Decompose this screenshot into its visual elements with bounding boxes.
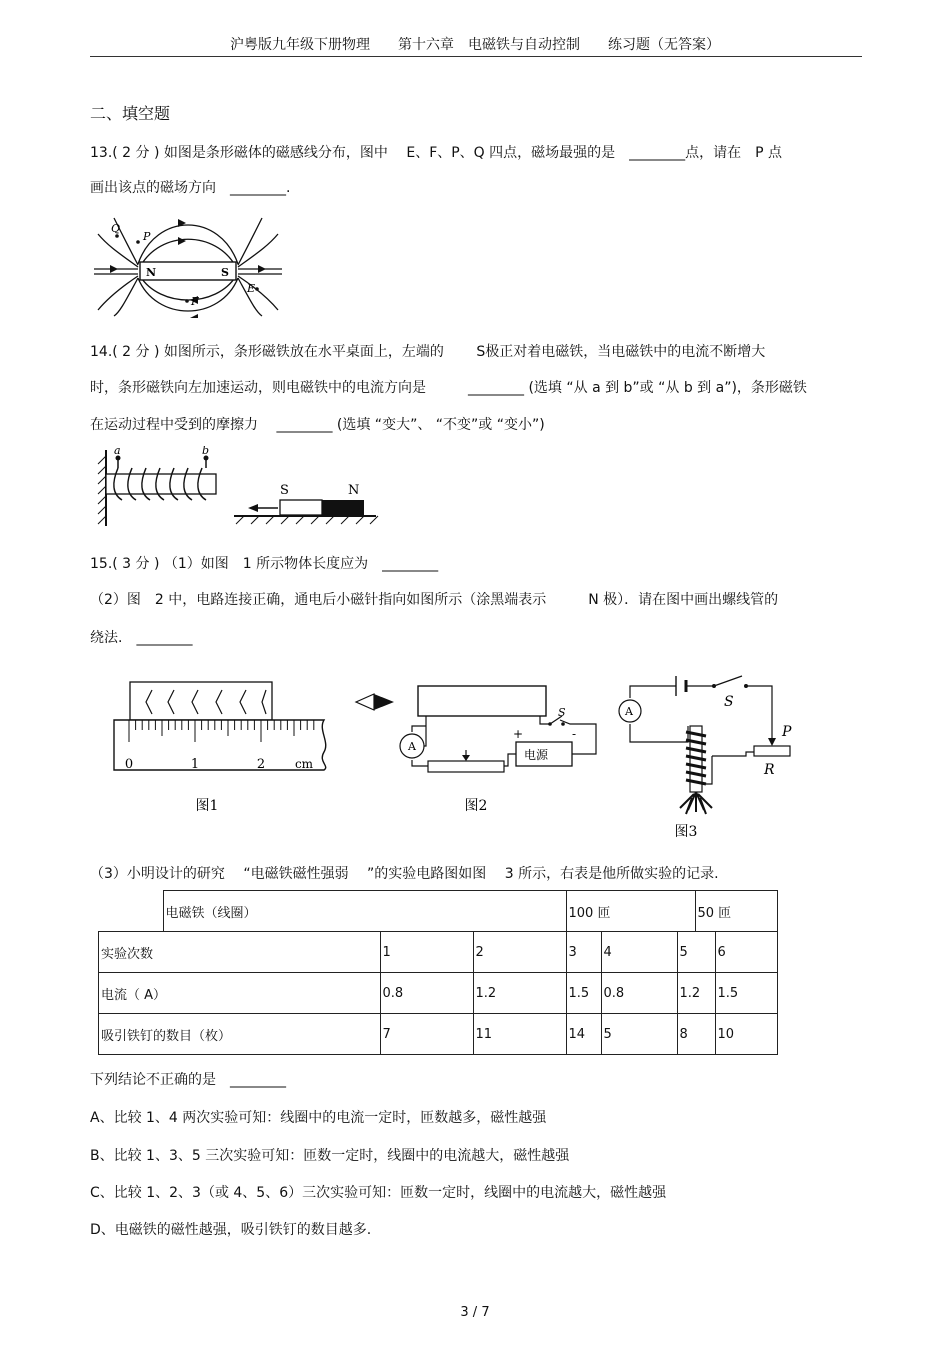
fig2-switch-label: S (558, 706, 566, 719)
fig2-plus-label: + (513, 727, 524, 741)
electromagnet-experiment-figure (614, 664, 814, 844)
table-cell: 8 (677, 1014, 715, 1055)
table-row-label: 吸引铁钉的数目（枚） (99, 1014, 381, 1055)
q14-line1: 14.( 2 分 ) 如图所示，条形磁铁放在水平桌面上，左端的 S极正对着电磁铁，当电磁铁中的电流不断增大 (90, 344, 766, 360)
table-cell: 1.2 (677, 973, 715, 1014)
fig2-ammeter-label: A (408, 740, 416, 753)
table-cell: 5 (677, 932, 715, 973)
ruler-label-1: 1 (190, 757, 200, 772)
ruler-label-0: 0 (124, 757, 134, 772)
terminal-a-label: a (114, 446, 121, 457)
header-rule (90, 56, 862, 57)
q15-line4: （3）小明设计的研究 “电磁铁磁性强弱 ”的实验电路图如图 3 所示，右表是他所做实验的记录. (90, 866, 719, 882)
table-cell: 14 (566, 1014, 601, 1055)
option-b: B、比较 1、3、5 三次实验可知：匝数一定时，线圈中的电流越大，磁性越强 (90, 1148, 570, 1164)
table-cell: 5 (601, 1014, 677, 1055)
option-c: C、比较 1、2、3（或 4、5、6）三次实验可知：匝数一定时，线圈中的电流越大，磁性越强 (90, 1185, 667, 1201)
table-cell: 1.2 (473, 973, 566, 1014)
point-q-label: Q (111, 222, 121, 235)
table-cell: 2 (473, 932, 566, 973)
fig3-slider-label: P (782, 724, 792, 740)
table-cell: 11 (473, 1014, 566, 1055)
option-d: D、电磁铁的磁性越强，吸引铁钉的数目越多. (90, 1222, 372, 1238)
fig3-ammeter-label: A (625, 705, 633, 718)
table-row (99, 1014, 778, 1055)
terminal-b-label: b (202, 446, 210, 457)
q15-line2: （2）图 2 中，电路连接正确，通电后小磁针指向如图所示（涂黑端表示 N 极）．请在图中画出螺线管的 (90, 592, 779, 608)
fig3-resistor-label: R (764, 762, 775, 778)
magnet-s-label: S (221, 266, 229, 279)
point-p-label: P (143, 230, 151, 243)
section-title: 二、填空题 (90, 104, 171, 123)
ruler-figure (112, 680, 334, 820)
page-number: 3 / 7 (460, 1305, 490, 1320)
bar-n-label: N (348, 483, 360, 498)
q14-line2: 时，条形磁铁向左加速运动，则电磁铁中的电流方向是 ________ (选填 “从 a 到 b”或 “从 b 到 a”)，条形磁铁 (90, 380, 807, 396)
table-row-label: 实验次数 (99, 932, 381, 973)
option-a: A、比较 1、4 两次实验可知：线圈中的电流一定时，匝数越多，磁性越强 (90, 1110, 547, 1126)
ruler-label-2: 2 (256, 757, 266, 772)
q15-prompt: 下列结论不正确的是 ________ (90, 1072, 286, 1088)
fig2-caption: 图2 (464, 798, 488, 814)
page-header: 沪粤版九年级下册物理 第十六章 电磁铁与自动控制 练习题（无答案） (230, 37, 720, 53)
point-f-label: F (191, 295, 199, 308)
electromagnet-figure (94, 446, 384, 528)
bar-s-label: S (280, 483, 289, 498)
table-row (99, 973, 778, 1014)
bar-magnet-field-figure (90, 212, 286, 318)
table-cell: 0.8 (380, 973, 473, 1014)
fig3-caption: 图3 (674, 824, 698, 840)
table-row-label: 电流（ A） (99, 973, 381, 1014)
q13-line2: 画出该点的磁场方向 ________. (90, 180, 291, 196)
table-cell: 7 (380, 1014, 473, 1055)
magnet-n-label: N (146, 266, 157, 279)
fig1-caption: 图1 (195, 798, 219, 814)
table-cell: 6 (715, 932, 777, 973)
fig3-switch-label: S (724, 694, 734, 710)
fig2-minus-label: - (572, 727, 577, 741)
table-group-50: 50 匝 (695, 891, 777, 932)
table-header-row (99, 891, 778, 932)
table-cell: 1 (380, 932, 473, 973)
q15-line3: 绕法. ________ (90, 630, 193, 646)
table-cell: 0.8 (601, 973, 677, 1014)
table-cell: 1.5 (715, 973, 777, 1014)
table-header-label: 电磁铁（线圈） (163, 891, 566, 932)
solenoid-circuit-figure (350, 680, 600, 820)
q14-line3: 在运动过程中受到的摩擦力 ________ (选填 “变大”、 “不变”或 “变小”) (90, 417, 545, 433)
point-e-label: E (247, 282, 256, 295)
table-group-100: 100 匝 (566, 891, 695, 932)
q15-line1: 15.( 3 分 ) （1）如图 1 所示物体长度应为 ________ (90, 556, 439, 572)
table-cell: 3 (566, 932, 601, 973)
table-cell: 1.5 (566, 973, 601, 1014)
ruler-label-cm: cm (294, 757, 314, 771)
fig2-source-label: 电源 (524, 748, 549, 762)
table-cell: 10 (715, 1014, 777, 1055)
experiment-record-table (98, 890, 778, 1055)
table-row (99, 932, 778, 973)
q13-line1: 13.( 2 分 ) 如图是条形磁体的磁感线分布，图中 E、F、P、Q 四点，磁场最强的是 ________点，请在 P 点 (90, 145, 783, 161)
table-cell: 4 (601, 932, 677, 973)
